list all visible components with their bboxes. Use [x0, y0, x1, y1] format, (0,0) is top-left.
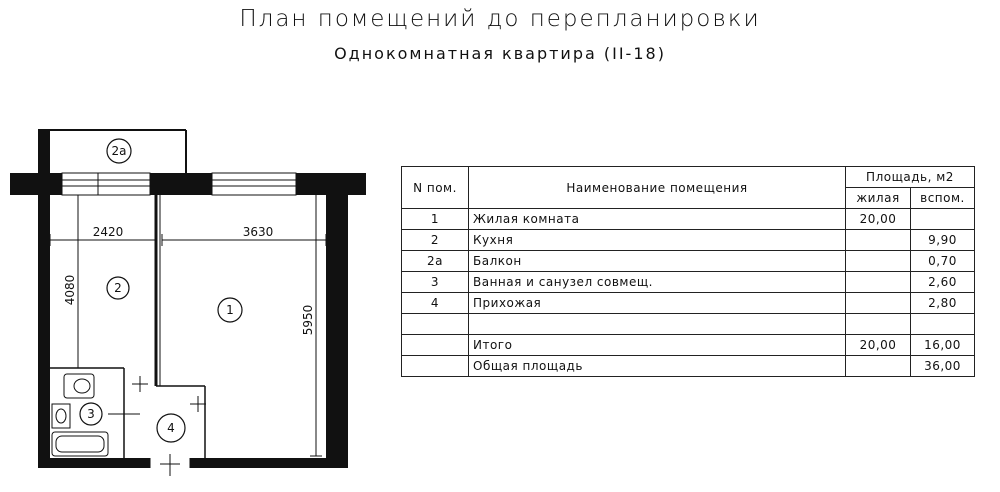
cell-living [846, 272, 911, 293]
cell-living [846, 251, 911, 272]
room-label-1: 1 [226, 303, 234, 317]
header-area: Площадь, м2 [846, 167, 975, 188]
cell-aux: 16,00 [911, 335, 975, 356]
room-label-2a: 2а [111, 144, 127, 158]
table-row [402, 293, 975, 314]
room-label-3: 3 [87, 407, 95, 421]
cell-num [402, 335, 469, 356]
header-name: Наименование помещения [469, 167, 846, 209]
table-row [402, 251, 975, 272]
header-living: жилая [846, 188, 911, 209]
table-row [402, 314, 975, 335]
cell-name [469, 314, 846, 335]
cell-aux [911, 314, 975, 335]
cell-num [402, 356, 469, 377]
cell-name: Итого [469, 335, 846, 356]
cell-name: Кухня [469, 230, 846, 251]
cell-living [846, 293, 911, 314]
cell-name: Прихожая [469, 293, 846, 314]
cell-aux: 9,90 [911, 230, 975, 251]
cell-aux: 0,70 [911, 251, 975, 272]
room-label-2: 2 [114, 281, 122, 295]
cell-living: 20,00 [846, 209, 911, 230]
room-area-table [401, 166, 975, 377]
cell-aux: 2,80 [911, 293, 975, 314]
cell-name: Жилая комната [469, 209, 846, 230]
cell-num [402, 314, 469, 335]
table-row [402, 272, 975, 293]
dimension-room-depth: 5950 [301, 304, 315, 336]
table-row [402, 209, 975, 230]
cell-name: Ванная и санузел совмещ. [469, 272, 846, 293]
cell-aux: 2,60 [911, 272, 975, 293]
cell-living: 20,00 [846, 335, 911, 356]
table-row [402, 356, 975, 377]
table-header-row [402, 167, 975, 188]
cell-name: Общая площадь [469, 356, 846, 377]
dimension-room-width: 3630 [242, 225, 274, 239]
cell-living [846, 314, 911, 335]
page-title: План помещений до перепланировки [239, 6, 761, 32]
cell-aux: 36,00 [911, 356, 975, 377]
cell-num: 2а [402, 251, 469, 272]
dimension-kitchen-depth: 4080 [63, 274, 77, 306]
cell-name: Балкон [469, 251, 846, 272]
sink-icon [52, 404, 70, 428]
table-row [402, 335, 975, 356]
header-aux: вспом. [911, 188, 975, 209]
cell-num: 4 [402, 293, 469, 314]
dimension-kitchen-width: 2420 [92, 225, 124, 239]
page-subtitle: Однокомнатная квартира (II-18) [334, 44, 666, 63]
cell-num: 1 [402, 209, 469, 230]
table-row [402, 230, 975, 251]
header-num: N пом. [402, 167, 469, 209]
cell-num: 2 [402, 230, 469, 251]
floor-plan [0, 0, 400, 492]
cell-aux [911, 209, 975, 230]
cell-living [846, 230, 911, 251]
cell-num: 3 [402, 272, 469, 293]
room-label-4: 4 [167, 421, 175, 435]
partitions [50, 195, 206, 476]
cell-living [846, 356, 911, 377]
balcony [38, 130, 186, 174]
